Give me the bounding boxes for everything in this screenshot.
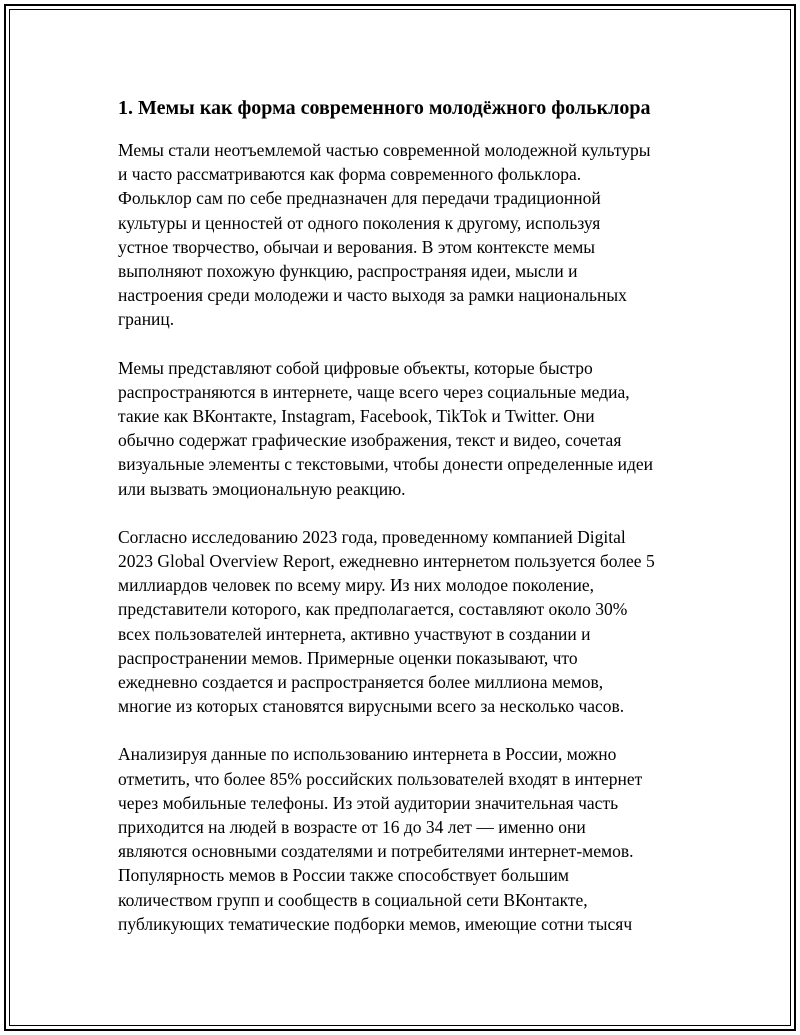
text-line: Мемы стали неотъемлемой частью современной молодежной культуры: [118, 140, 651, 160]
text-line: Анализируя данные по использованию интернета в России, можно: [118, 744, 617, 765]
text-line: отметить, что более 85% российских пользователей входят в интернет: [118, 768, 643, 789]
text-line: через мобильные телефоны. Из этой аудитории значительная часть: [118, 792, 619, 813]
text-line: Фольклор сам по себе предназначен для передачи традиционной: [118, 188, 601, 209]
text-line: границ.: [118, 309, 175, 330]
text-line: культуры и ценностей от одного поколения к другому, используя: [118, 212, 601, 233]
text-line: количеством групп и сообществ в социальной сети ВКонтакте,: [118, 889, 588, 910]
text-line: 2023 Global Overview Report, ежедневно интернетом пользуется более 5: [118, 551, 655, 572]
text-line: визуальные элементы с текстовыми, чтобы донести определенные идеи: [118, 454, 654, 475]
paragraph-3: [118, 525, 693, 719]
text-line: или вызвать эмоциональную реакцию.: [118, 478, 406, 499]
text-line: Мемы представляют собой цифровые объекты, которые быстро: [118, 357, 593, 378]
paragraph-2: [118, 356, 693, 501]
section-heading: 1. Мемы как форма современного молодёжного фольклора: [118, 97, 651, 119]
text-line: настроения среди молодежи и часто выходя за рамки национальных: [118, 285, 627, 306]
text-line: ежедневно создается и распространяется более миллиона мемов,: [118, 672, 604, 693]
text-line: всех пользователей интернета, активно участвуют в создании и: [118, 623, 591, 644]
text-line: устное творчество, обычаи и верования. В этом контексте мемы: [118, 236, 596, 257]
text-line: и часто рассматриваются как форма современного фольклора.: [118, 164, 582, 185]
text-line: многие из которых становятся вирусными всего за несколько часов.: [118, 696, 625, 717]
text-line: приходится на людей в возрасте от 16 до 34 лет — именно они: [118, 817, 586, 838]
text-line: являются основными создателями и потребителями интернет-мемов.: [118, 841, 634, 862]
text-line: выполняют похожую функцию, распространяя идеи, мысли и: [118, 261, 578, 282]
text-line: публикующих тематические подборки мемов, имеющие сотни тысяч: [118, 913, 633, 934]
text-line: представители которого, как предполагается, составляют около 30%: [118, 599, 628, 620]
paragraph-4: [118, 742, 693, 936]
text-line: распространении мемов. Примерные оценки показывают, что: [118, 647, 578, 668]
paragraph-1: [118, 138, 693, 332]
text-line: распространяются в интернете, чаще всего через социальные медиа,: [118, 381, 630, 402]
document-body: [118, 94, 693, 960]
text-line: обычно содержат графические изображения, текст и видео, сочетая: [118, 430, 622, 451]
text-line: миллиардов человек по всему миру. Из них молодое поколение,: [118, 575, 594, 596]
text-line: Популярность мемов в России также способствует большим: [118, 865, 569, 886]
text-line: Согласно исследованию 2023 года, проведенному компанией Digital: [118, 526, 626, 547]
text-line: такие как ВКонтакте, Instagram, Facebook, TikTok и Twitter. Они: [118, 406, 595, 427]
